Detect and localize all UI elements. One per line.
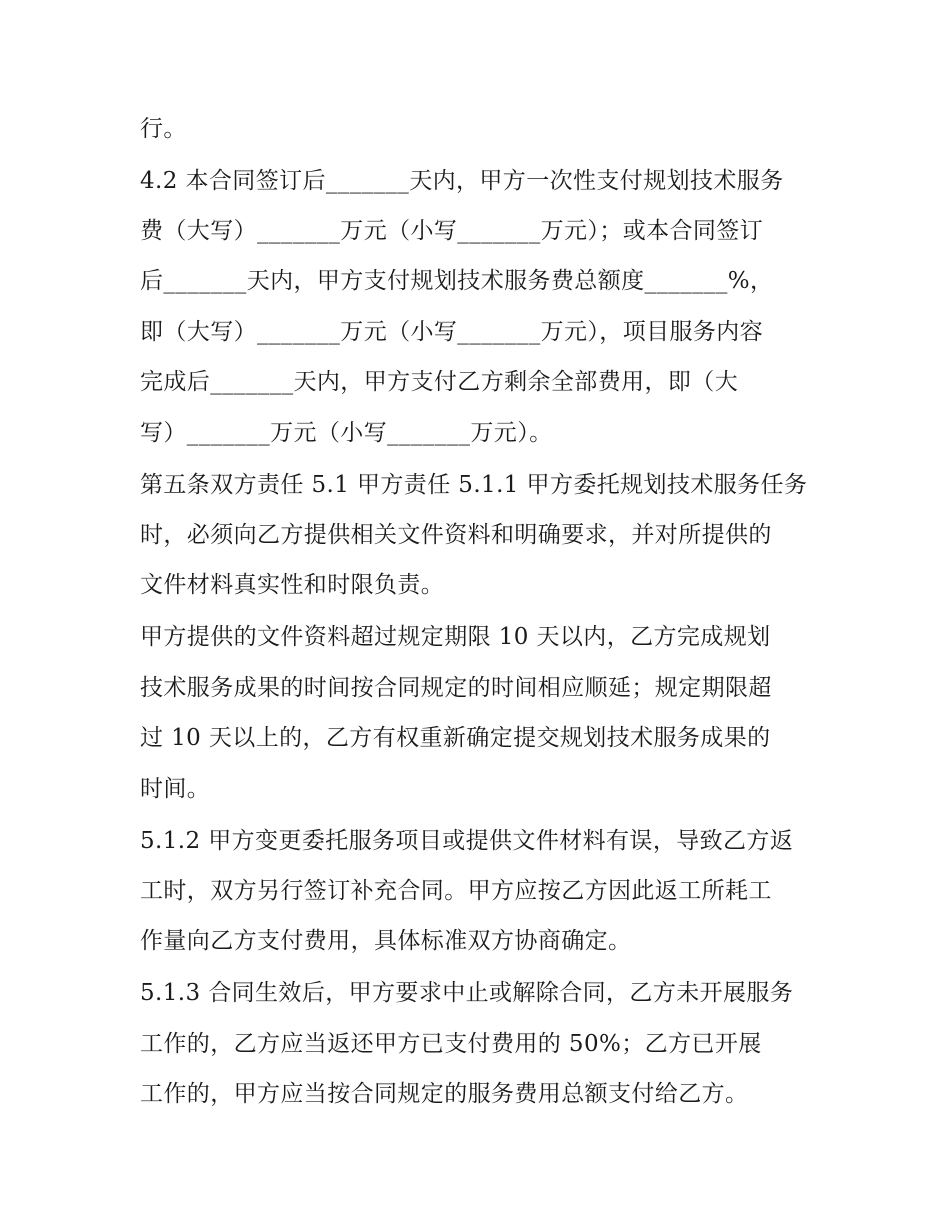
text-line: 行。	[140, 116, 187, 142]
text-line: 时，必须向乙方提供相关文件资料和明确要求，并对所提供的	[140, 522, 772, 548]
text-line: 文件材料真实性和时限负责。	[140, 572, 445, 598]
text-line: 工作的，甲方应当按合同规定的服务费用总额支付给乙方。	[140, 1081, 749, 1107]
text-line: 工时，双方另行签订补充合同。甲方应按乙方因此返工所耗工	[140, 878, 772, 904]
text-line: 5.1.3 合同生效后，甲方要求中止或解除合同，乙方未开展服务	[140, 980, 794, 1006]
text-line: 4.2 本合同签订后_______天内，甲方一次性支付规划技术服务	[140, 168, 784, 194]
text-line: 时间。	[140, 776, 211, 802]
text-line: 工作的，乙方应当返还甲方已支付费用的 50%；乙方已开展	[140, 1031, 762, 1057]
text-line: 后_______天内，甲方支付规划技术服务费总额度_______%，	[140, 268, 774, 294]
text-line: 第五条双方责任 5.1 甲方责任 5.1.1 甲方委托规划技术服务任务	[140, 472, 808, 498]
text-line: 过 10 天以上的，乙方有权重新确定提交规划技术服务成果的	[140, 725, 771, 751]
text-line: 即（大写）_______万元（小写_______万元），项目服务内容	[140, 319, 764, 345]
text-line: 费（大写）_______万元（小写_______万元）；或本合同签订	[140, 218, 764, 244]
text-line: 写）_______万元（小写_______万元）。	[140, 420, 553, 446]
text-line: 技术服务成果的时间按合同规定的时间相应顺延；规定期限超	[140, 675, 772, 701]
text-line: 甲方提供的文件资料超过规定期限 10 天以内，乙方完成规划	[140, 624, 771, 650]
text-line: 5.1.2 甲方变更委托服务项目或提供文件材料有误，导致乙方返	[140, 828, 794, 854]
text-line: 作量向乙方支付费用，具体标准双方协商确定。	[140, 928, 632, 954]
text-line: 完成后_______天内，甲方支付乙方剩余全部费用，即（大	[140, 369, 739, 395]
